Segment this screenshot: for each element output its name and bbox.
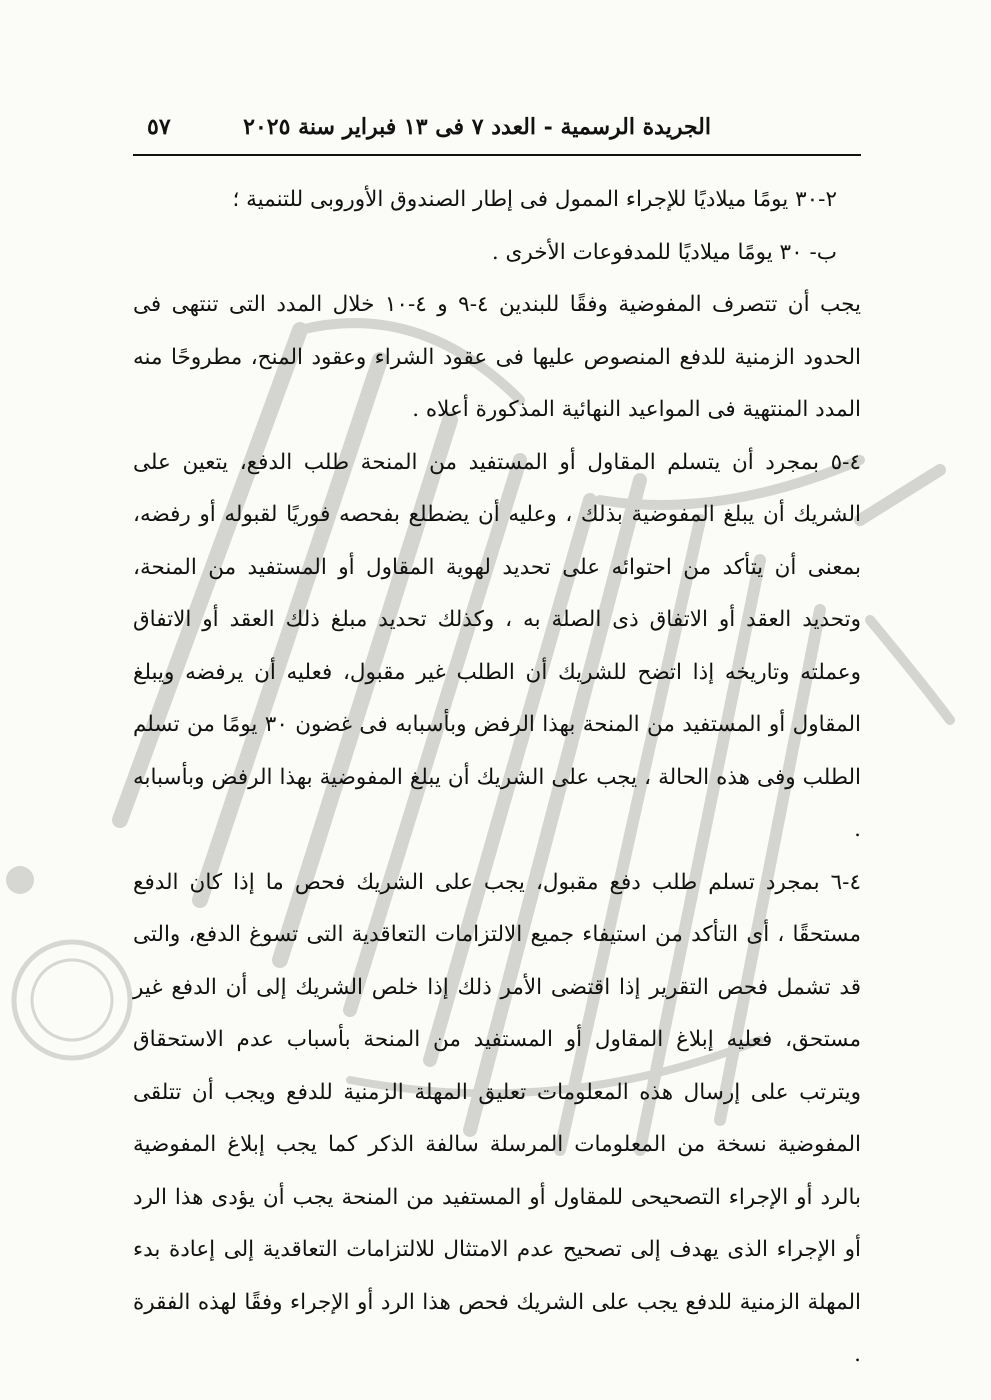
gazette-title: الجريدة الرسمية - العدد ٧ فى ١٣ فبراير سنة ٢٠٢٥ [243,114,711,140]
list-item-b: ب- ٣٠ يومًا ميلاديًا للمدفوعات الأخرى . [491,239,837,265]
paragraph-4-6: ٤-٦ بمجرد تسلم طلب دفع مقبول، يجب على الشريك فحص ما إذا كان الدفع مستحقًا ، أى التأكد من استيفاء جميع الالتزامات التعاقدية التى تسوغ الدفع، والتى قد تشمل فحص التقرير إذا اقتضى الأمر ذلك إذا خلص الشريك إلى أن الدفع غير مستحق، فعليه إبلاغ المقاول أو المستفيد من المنحة بأسباب عدم الاستحقاق ويترتب على إرسال هذه المعلومات تعليق المهلة الزمنية للدفع ويجب أن تتلقى المفوضية نسخة من المعلومات المرسلة سالفة الذكر كما يجب إبلاغ المفوضية بالرد أو الإجراء التصحيحى للمقاول أو المستفيد من المنحة يجب أن يؤدى هذا الرد أو الإجراء الذى يهدف إلى تصحيح عدم الامتثال للالتزامات التعاقدية إلى إعادة بدء المهلة الزمنية للدفع يجب على الشريك فحص هذا الرد أو الإجراء وفقًا لهذه الفقرة . [133,869,861,1367]
page-number: ٥٧ [147,114,171,140]
paragraph-payment-periods: يجب أن تتصرف المفوضية وفقًا للبندين ٤-٩ و ٤-١٠ خلال المدد التى تنتهى فى الحدود الزمنية للدفع المنصوص عليها فى عقود الشراء وعقود المنح، مطروحًا منه المدد المنتهية فى المواعيد النهائية المذكورة أعلاه . [133,292,861,422]
document-page [133,108,861,1382]
document-body [133,174,861,1382]
list-item-a: ٢-٣٠ يومًا ميلاديًا للإجراء الممول فى إطار الصندوق الأوروبى للتنمية ؛ [232,187,837,212]
page-header [133,108,861,156]
paragraph-4-5: ٤-٥ بمجرد أن يتسلم المقاول أو المستفيد من المنحة طلب الدفع، يتعين على الشريك أن يبلغ المفوضية بذلك ، وعليه أن يضطلع بفحصه فوريًا لقبوله أو رفضه، بمعنى أن يتأكد من احتوائه على تحديد لهوية المقاول أو المستفيد من المنحة، وتحديد العقد أو الاتفاق ذى الصلة به ، وكذلك تحديد مبلغ ذلك العقد أو الاتفاق وعملته وتاريخه إذا اتضح للشريك أن الطلب غير مقبول، فعليه أن يرفضه ويبلغ المقاول أو المستفيد من المنحة بهذا الرفض وبأسبابه فى غضون ٣٠ يومًا من تسلم الطلب وفى هذه الحالة ، يجب على الشريك أن يبلغ المفوضية بهذا الرفض وبأسبابه . [133,449,861,842]
